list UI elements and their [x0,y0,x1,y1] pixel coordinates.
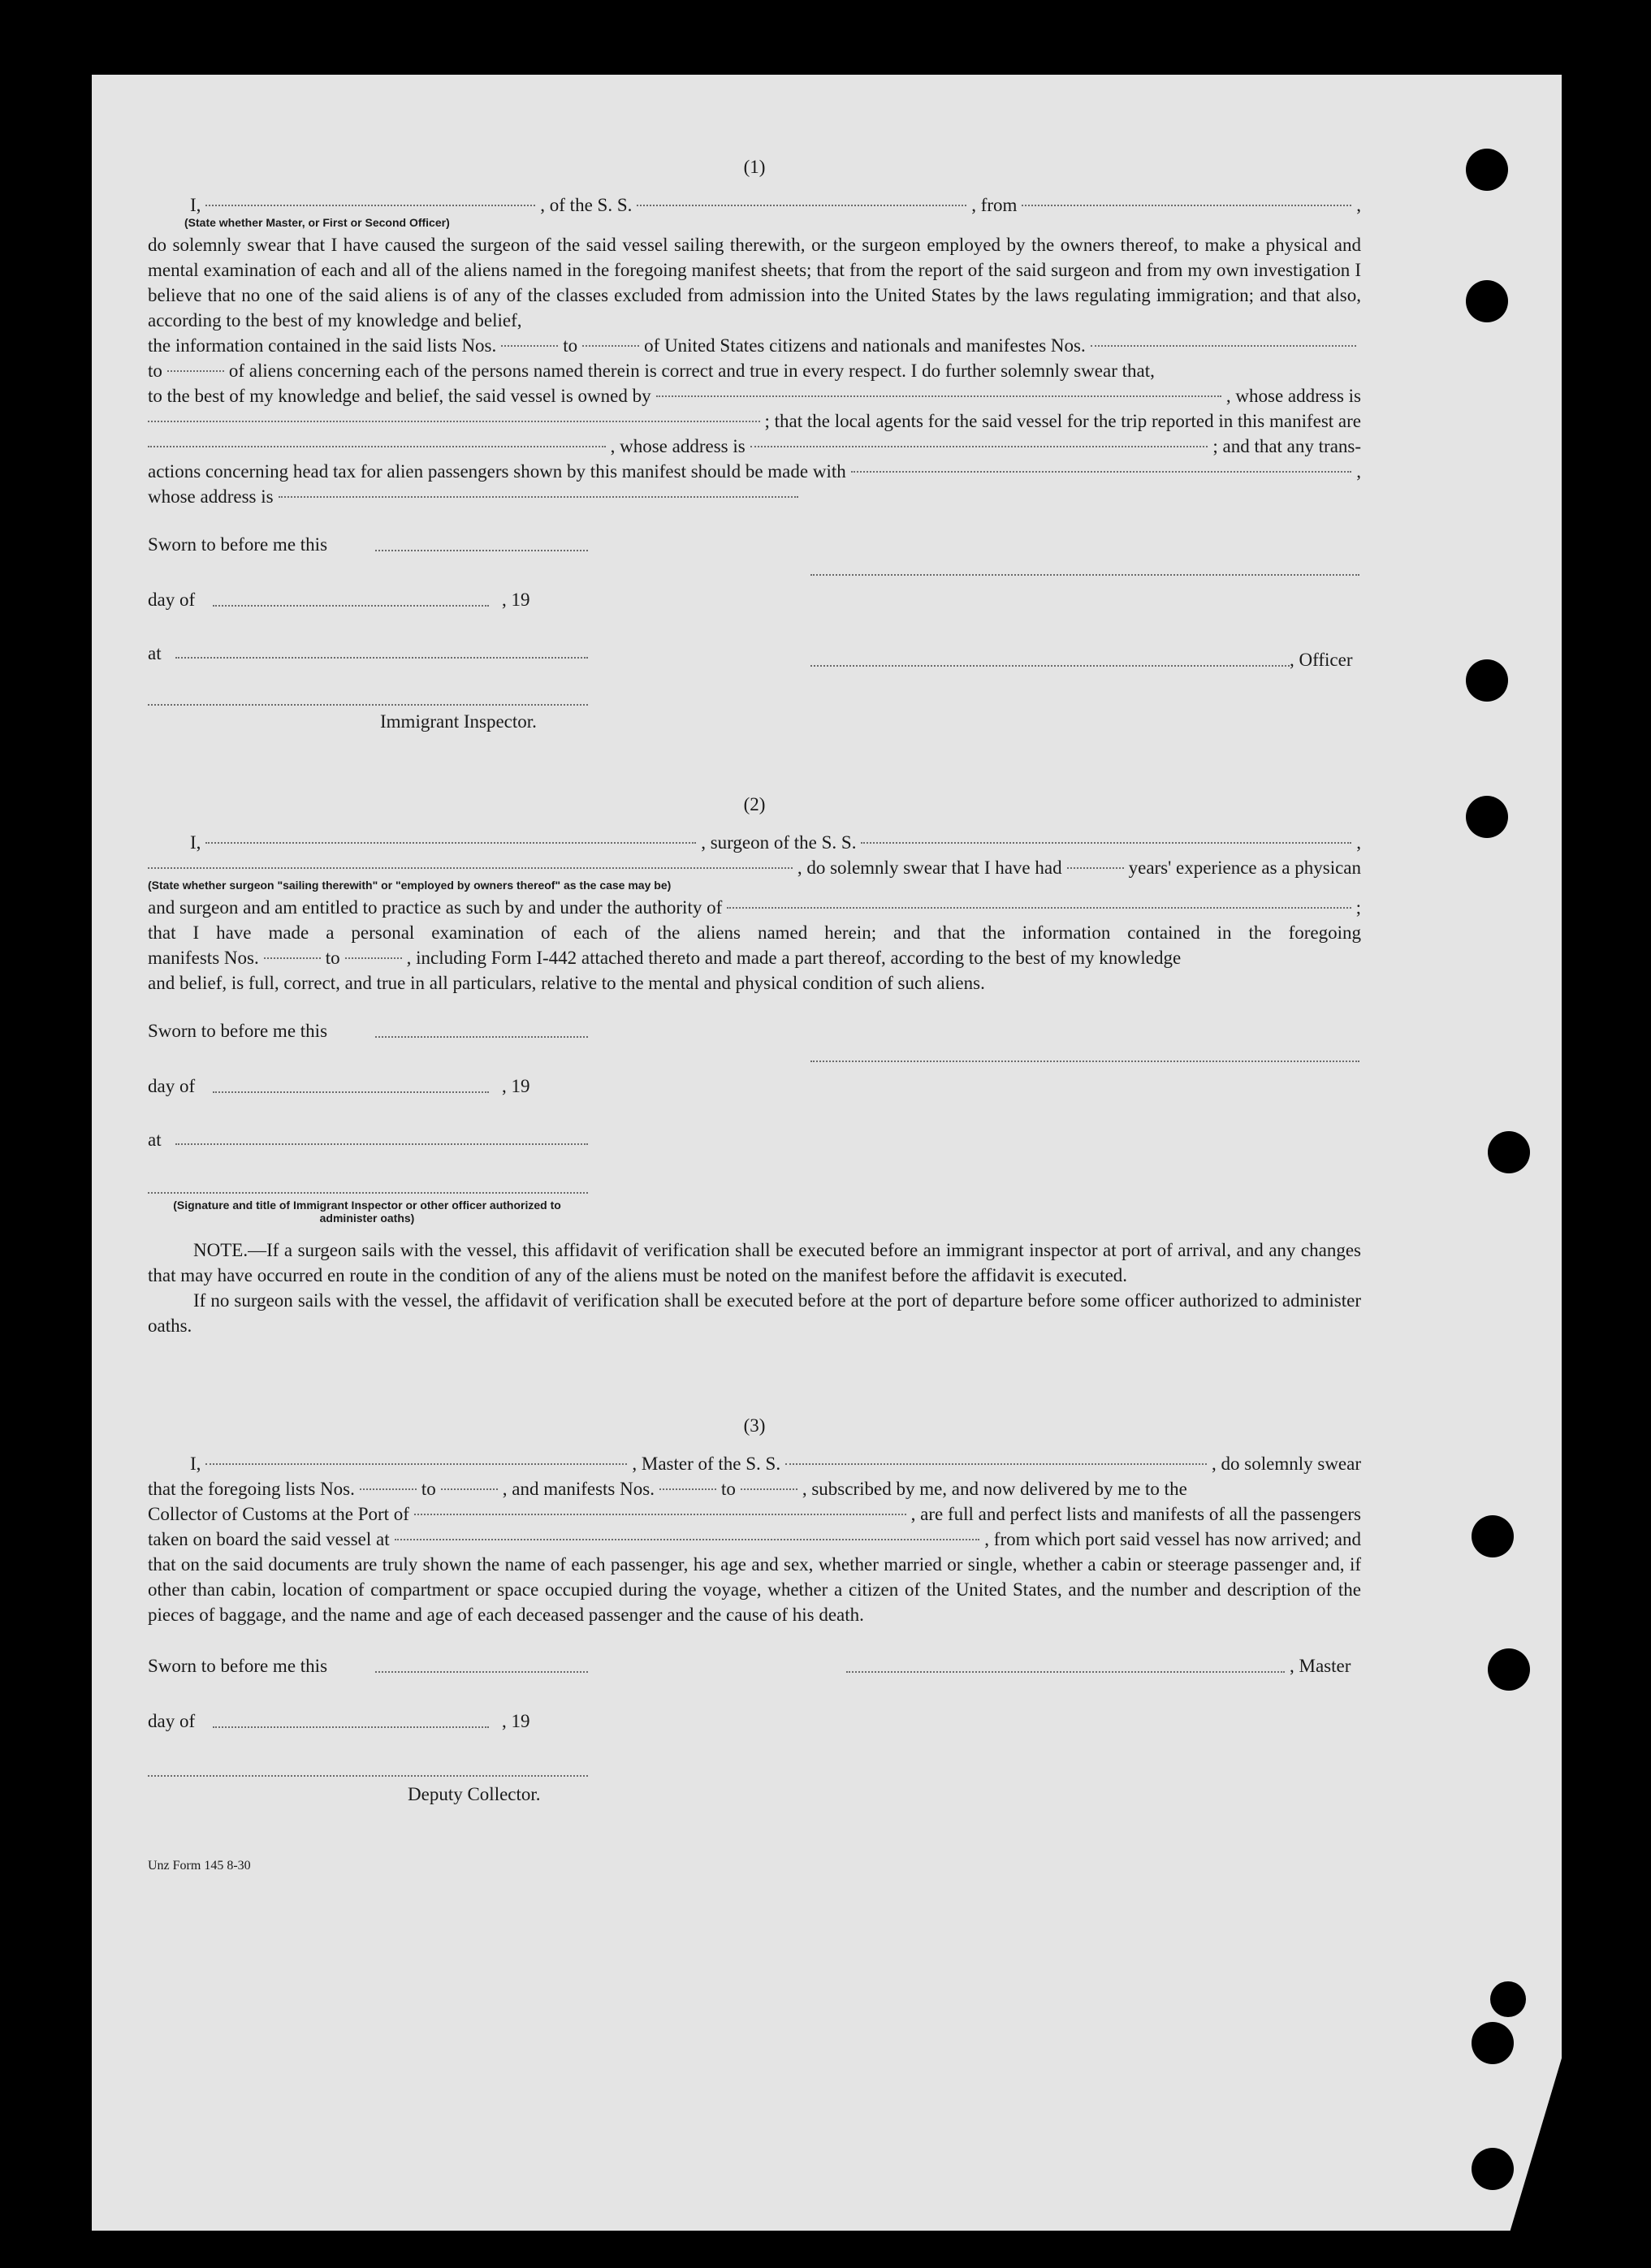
surgeon-name-field[interactable] [205,842,696,844]
officer-signature-field[interactable] [810,574,1359,576]
officer-name-field[interactable] [205,205,535,206]
s2-sworn-date-field[interactable] [375,1036,588,1038]
s3-manifest-from-field[interactable] [659,1488,716,1490]
manifest-from-field[interactable] [1091,345,1356,347]
owner-address-field[interactable] [148,421,760,422]
section-2-heading: (2) [743,794,766,814]
vessel-name-field[interactable] [637,205,966,206]
sworn-day-field[interactable] [213,605,489,607]
manifest-to-field[interactable] [167,370,224,372]
s2-manifest-to-field[interactable] [345,957,402,959]
s2-sworn-day-field[interactable] [213,1091,489,1093]
punch-hole [1466,280,1508,322]
master-signature-field[interactable] [846,1671,1285,1673]
s2-manifest-from-field[interactable] [264,957,321,959]
punch-hole [1466,149,1508,191]
surgeon-status-hint: (State whether surgeon "sailing therewith" or "employed by owners thereof" as the case may be) [148,879,672,892]
agents-address-field[interactable] [750,446,1208,447]
s3-manifest-to-field[interactable] [741,1488,797,1490]
s3-list-from-field[interactable] [360,1488,417,1490]
punch-hole [1466,796,1508,838]
punch-hole [1488,1648,1530,1691]
section-3-heading: (3) [743,1415,766,1436]
head-tax-address-field[interactable] [279,496,798,498]
officer-title-field[interactable] [810,665,1290,667]
inspector-signature-field[interactable] [148,704,588,706]
sworn-place-field[interactable] [175,657,588,659]
deputy-signature-field[interactable] [148,1775,588,1777]
section-1-heading: (1) [743,157,766,177]
citizen-list-from-field[interactable] [501,345,558,347]
punch-hole [1466,659,1508,702]
vessel-owner-field[interactable] [656,395,1221,397]
punch-hole [1488,1131,1530,1173]
s3-oath-text: that on the said documents are truly shown the name of each passenger, his age and sex, whether married or single, whether a cabin or steerage passenger and, if other than cabin, location of compartment or space occupied during the voyage, whether a citizen of the United States, and the number and description of the pieces of baggage, and the name and age of each deceased passenger and the cause of his death. [148,1554,1361,1625]
punch-hole [1472,1515,1514,1557]
s1-master-line: I, , of the S. S. , from , [190,195,1362,215]
s2-vessel-field[interactable] [861,842,1351,844]
surgeon-signature-field[interactable] [810,1061,1359,1062]
sworn-date-field[interactable] [375,550,588,551]
affidavit-content: (1) I, , of the S. S. , from , (State whether Master, or First or Second Officer) do solemnly swear that I have caused the surgeon of the said vessel sailing therewith, or the surgeon employed by the owners thereof, to make a physical and mental examination of each and all of the aliens named in the foregoing manifest sheets; that from the report of the said surgeon and from my own investigation I believe that no one of the said aliens is of any of the classes excluded from admission into the United States by the laws regulating immigration; and that also, according to the best of my knowledge and belief, the information contained in the said lists Nos. to of United States citizens and nationals and manifestes Nos. to of aliens concerning each of the persons named therein is correct and true in every respect. I do further solemnly swear that, to the best of my knowledge and belief, the said vessel is owned by , whose address is ; that the local agents for the said vessel for the trip reported in this manifest are , whose address is ; and that any trans- actions concerning head tax for alien passengers shown by this manifest should be made with , whose address is Sworn to before me this day of , 19 at , Officer Immigrant Inspector. (2) I, , surgeon of the S. S. , , do solemnly swear that I have had years' experience as a physican (State whether surgeon "sailing therewith" or "employed by owners thereof" as the case may be) and surgeon and am entitled to practice as such by and under the authority of ; that I have made a personal examination of each of the aliens named herein; and that the information contained in the foregoing manifests Nos. to , including Form I-442 attached thereto and made a part thereof, according to the best of my knowledge and belief, is full, correct, and true in all particulars, relative to the mental and physical condition of such aliens. Sworn to before me this day of , 19 at (Signature and title of Immigrant Inspector or other officer authorized to administer oaths) NOTE.—If a surgeon sails with the vessel, this affidavit of verification shall be executed before an immigrant inspector at port of arrival, and any changes that may have occurred en route in the condition of any of the aliens must be noted on the manifest before the affidavit is executed. If no surgeon sails with the vessel, the affidavit of verification shall be executed before at the port of departure before some officer authorized to administer oaths. (3) I, , Master of the S. S. , do solemnly swear that the foregoing lists Nos. to , and manifests Nos. to , subscribed by me, and now delivered by me to the Collector of Customs at the Port of , are full and perfect lists and manifests of all the passengers taken on board the said vessel at , from which port said vessel has now arrived; and that on the said documents are truly shown the name of each passenger, his age and sex, whether married or single, whether a cabin or steerage passenger and, if other than cabin, location of compartment or space occupied during the voyage, whether a citizen of the United States, and the number and description of the pieces of baggage, and the name and age of each deceased passenger and the cause of his death. Sworn to before me this , Master day of , 19 Deputy Collector. Unz Form 145 8-30 [148,154,1361,1878]
s3-signature-block: Sworn to before me this , Master day of , 19 Deputy Collector. [148,1656,1351,1804]
s3-sworn-day-field[interactable] [213,1726,489,1728]
s3-vessel-field[interactable] [785,1463,1207,1465]
citizen-list-to-field[interactable] [582,345,639,347]
s2-signature-block: Sworn to before me this day of , 19 at (Signature and title of Immigrant Inspector or other officer authorized to administer oaths) [148,1012,1361,1226]
punch-hole [1490,1981,1526,2017]
head-tax-contact-field[interactable] [851,471,1352,473]
s2-sworn-place-field[interactable] [175,1143,588,1145]
s2-inspector-signature-field[interactable] [148,1192,588,1194]
customs-port-field[interactable] [414,1514,906,1515]
s1-signature-block: Sworn to before me this day of , 19 at , Officer Immigrant Inspector. [148,525,1361,769]
embarkation-port-field[interactable] [395,1539,980,1540]
punch-hole [1472,2148,1514,2190]
s3-sworn-date-field[interactable] [375,1671,588,1673]
surgeon-status-field[interactable] [148,867,793,869]
authority-field[interactable] [727,907,1351,909]
from-port-field[interactable] [1022,205,1351,206]
years-experience-field[interactable] [1067,867,1124,869]
punch-hole [1472,2022,1514,2064]
officer-rank-hint: (State whether Master, or First or Second Officer) [184,216,450,229]
surgeon-note: NOTE.—If a surgeon sails with the vessel, this affidavit of verification shall be executed before an immigrant inspector at port of arrival, and any changes that may have occurred en route in the condition of any of the aliens must be noted on the manifest before the affidavit is executed. [148,1240,1361,1285]
form-number: Unz Form 145 8-30 [148,1859,251,1873]
local-agents-field[interactable] [148,446,606,447]
s1-oath-text: do solemnly swear that I have caused the surgeon of the said vessel sailing therewith, or the surgeon employed by the owners thereof, to make a physical and mental examination of each and all of the aliens named in the foregoing manifest sheets; that from the report of the said surgeon and from my own investigation I believe that no one of the said aliens is of any of the classes excluded from admission into the United States by the laws regulating immigration; and that also, according to the best of my knowledge and belief, [148,235,1361,330]
no-surgeon-note: If no surgeon sails with the vessel, the affidavit of verification shall be executed before at the port of departure before some officer authorized to administer oaths. [148,1290,1361,1336]
s3-master-name-field[interactable] [205,1463,627,1465]
s3-list-to-field[interactable] [441,1488,498,1490]
